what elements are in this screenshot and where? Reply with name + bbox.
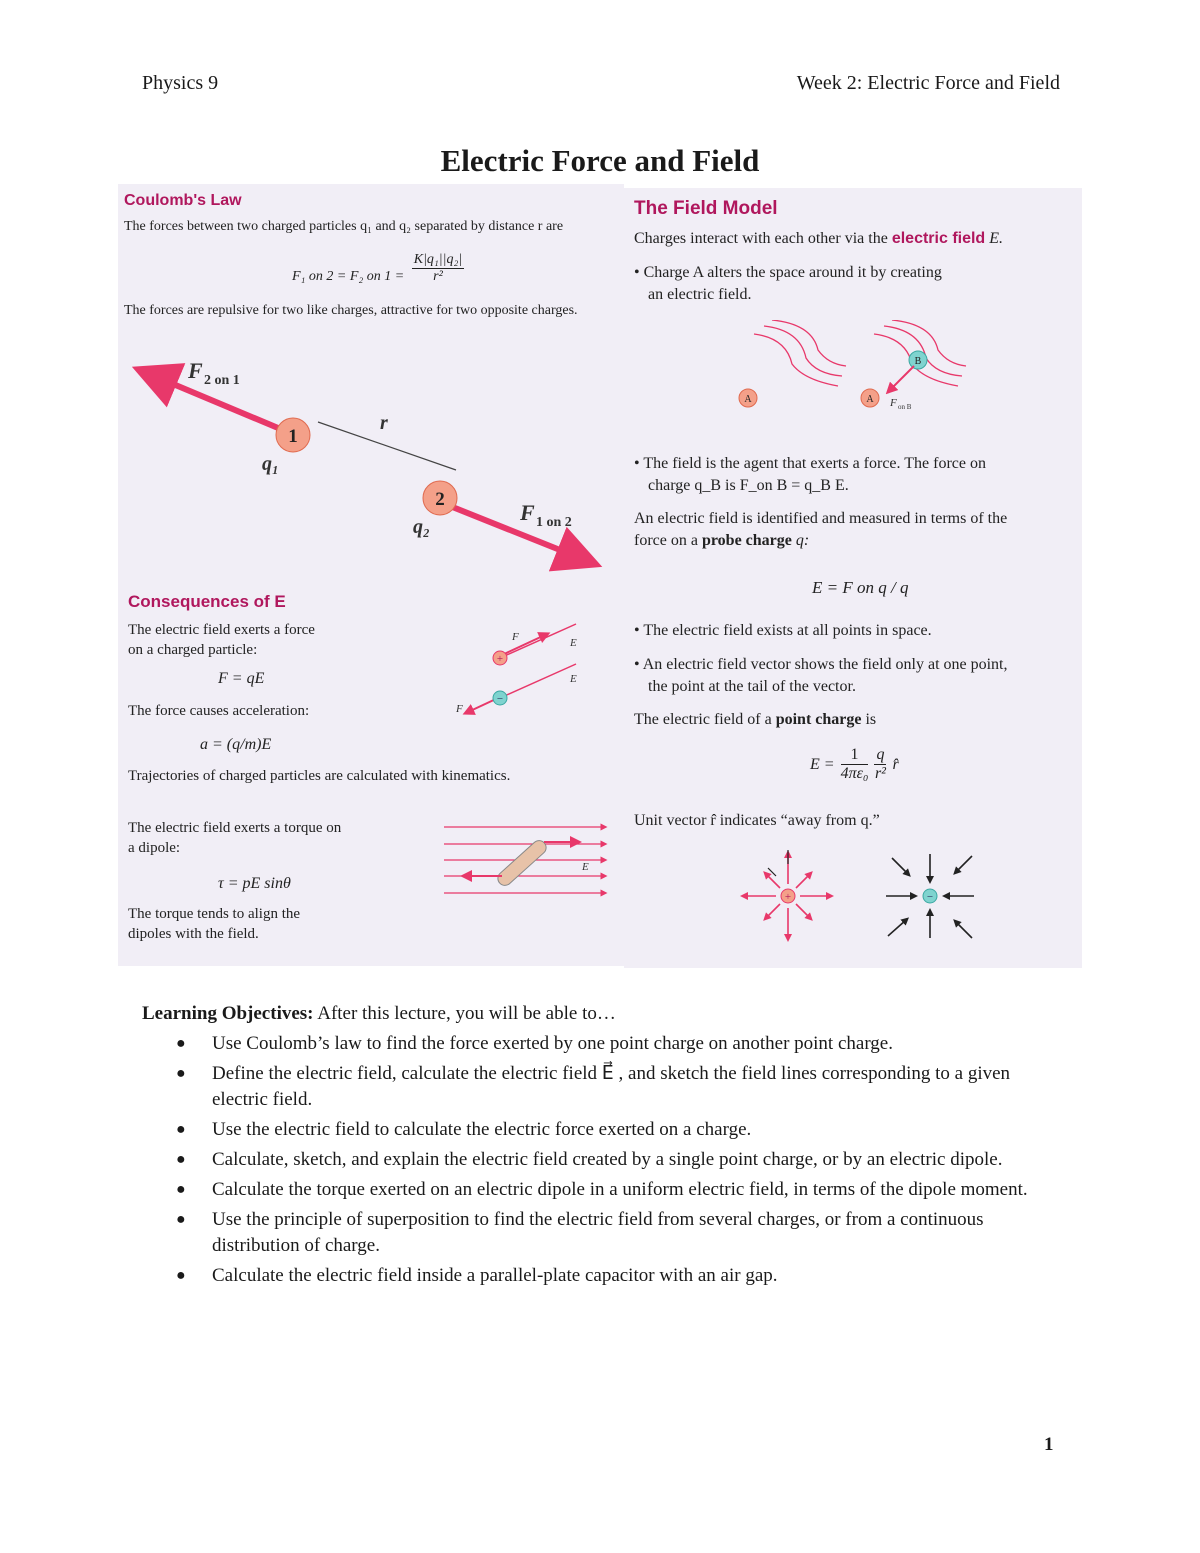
- page-number: 1: [1044, 1434, 1054, 1455]
- field-waves-diagram: [720, 320, 980, 420]
- bullet-icon: ●: [176, 1035, 186, 1052]
- objective-text: Calculate the electric field inside a parallel-plate capacitor with an air gap.: [212, 1265, 778, 1286]
- r-label: r: [380, 412, 388, 434]
- force-1-on-2-arrow: [440, 502, 580, 558]
- objective-text: Use Coulomb’s law to find the force exerted by one point charge on another point charge.: [212, 1033, 893, 1054]
- fm-bullet1b: an electric field.: [648, 286, 752, 303]
- coulomb-diagram: [118, 330, 624, 580]
- objective-item: [172, 1177, 1052, 1203]
- force-on-charges-diagram: [450, 620, 600, 720]
- probe-part1: force on a: [634, 532, 702, 549]
- f21-sub: 2 on 1: [204, 373, 240, 388]
- point-part-a: The electric field of a: [634, 711, 776, 728]
- consequences-heading: Consequences of E: [128, 592, 286, 611]
- force-on-positive-arrow: [502, 635, 545, 655]
- e-label-top: E: [570, 637, 577, 649]
- cons-line2: The force causes acceleration:: [128, 703, 310, 719]
- dipole-e-label: E: [582, 861, 589, 873]
- eq-point-den1: 4πε₀: [840, 765, 869, 782]
- f-on-b-sub: on B: [898, 403, 912, 411]
- eq-point-rhat: r̂: [892, 755, 899, 773]
- cons-line1b: on a charged particle:: [128, 642, 258, 658]
- header-course: Physics 9: [142, 72, 219, 94]
- cons-line1a: The electric field exerts a force: [128, 622, 315, 638]
- positive-sign: +: [496, 653, 504, 665]
- objectives-lead-bold: Learning Objectives:: [142, 1003, 314, 1024]
- coulomb-intro: The forces between two charged particles q₁ and q₂ separated by distance r are: [124, 219, 564, 234]
- q1-label: q₁: [262, 453, 279, 475]
- fm-bullet4a: • An electric field vector shows the field only at one point,: [634, 656, 1008, 673]
- f-label-top: F: [512, 631, 519, 643]
- fm-bullet4b: the point at the tail of the vector.: [648, 678, 856, 695]
- objectives-lead: [142, 1003, 616, 1025]
- objective-item: [172, 1117, 1052, 1143]
- fm-unit: Unit vector r̂ indicates “away from q.”: [634, 812, 880, 829]
- fm-eq-point: [810, 746, 899, 783]
- fm-eq-probe: E = F on q / q: [812, 578, 909, 597]
- field-model-intro: [634, 230, 1003, 248]
- cons-line4a: The electric field exerts a torque on: [128, 820, 342, 836]
- fm-bullet1a: • Charge A alters the space around it by creating: [634, 264, 942, 281]
- cons-eq3: τ = pE sinθ: [218, 875, 291, 892]
- fm-bullet3: • The electric field exists at all points in space.: [634, 622, 932, 639]
- negative-point-sign: −: [926, 891, 934, 903]
- e-label-bottom: E: [570, 673, 577, 685]
- coulomb-heading: Coulomb's Law: [124, 192, 242, 209]
- cons-line5b: dipoles with the field.: [128, 926, 259, 942]
- bullet-icon: ●: [176, 1181, 186, 1198]
- q2-label: q₂: [413, 516, 430, 538]
- coulomb-eq-den: r²: [433, 269, 443, 284]
- charge-b-label: B: [914, 356, 922, 367]
- dipole-diagram: [440, 818, 610, 908]
- intro-part-a: Charges interact with each other via the: [634, 230, 892, 247]
- f21-label: F: [188, 358, 203, 383]
- point-part-c: is: [861, 711, 877, 728]
- objectives-lead-rest: After this lecture, you will be able to…: [313, 1003, 616, 1024]
- objective-text: Use the electric field to calculate the electric force exerted on a charge.: [212, 1119, 752, 1140]
- f-label-bottom: F: [456, 703, 463, 715]
- fm-bullet2a: • The field is the agent that exerts a force. The force on: [634, 455, 986, 472]
- objective-text: Use the principle of superposition to find the electric field from several charges, or from a continuous distribution of charge.: [212, 1209, 984, 1256]
- point-charge-fields-diagram: [736, 846, 982, 946]
- fm-bullet2b: charge q_B is F_on B = q_B E.: [648, 477, 849, 494]
- cons-eq2: a = (q/m)E: [200, 736, 272, 753]
- objectives-list: [172, 1031, 1052, 1293]
- cons-line4b: a dipole:: [128, 840, 181, 856]
- eq-point-den2: r²: [874, 765, 886, 782]
- f12-sub: 1 on 2: [536, 515, 572, 530]
- fm-probe-a: An electric field is identified and measured in terms of the: [634, 510, 1008, 527]
- coulomb-eq-lhs: F₁ on 2 = F₂ on 1 =: [292, 268, 405, 284]
- page-title: Electric Force and Field: [440, 143, 760, 178]
- probe-part3: q:: [791, 532, 810, 549]
- eq-point-num2: q: [876, 746, 885, 763]
- coulomb-note: The forces are repulsive for two like charges, attractive for two opposite charges.: [124, 303, 578, 318]
- intro-electric-field: electric field: [891, 230, 986, 247]
- objective-item: [172, 1061, 1052, 1113]
- bullet-icon: ●: [176, 1267, 186, 1284]
- bullet-icon: ●: [176, 1211, 186, 1228]
- eq-point-lhs: E =: [810, 755, 835, 773]
- charge-a-with-b-label: A: [866, 394, 874, 405]
- coulomb-eq-num: K|q₁||q₂|: [413, 252, 463, 267]
- objective-item: [172, 1031, 1052, 1057]
- eq-point-num1: 1: [841, 746, 869, 765]
- point-charge-bold: point charge: [775, 711, 862, 728]
- objective-item: [172, 1147, 1052, 1173]
- intro-part-c: E.: [985, 230, 1003, 247]
- objective-item: [172, 1263, 1052, 1289]
- objective-item: [172, 1207, 1052, 1259]
- objective-text: Calculate, sketch, and explain the electric field created by a single point charge, or by an electric dipole.: [212, 1149, 1003, 1170]
- field-model-heading: The Field Model: [634, 198, 778, 219]
- charge-a-alone-label: A: [744, 394, 752, 405]
- objective-text: Calculate the torque exerted on an electric dipole in a uniform electric field, in terms of the dipole moment.: [212, 1179, 1028, 1200]
- cons-line5a: The torque tends to align the: [128, 906, 301, 922]
- dipole-body: [495, 838, 549, 889]
- probe-charge-bold: probe charge: [701, 532, 792, 549]
- fm-probe-b: [634, 532, 809, 550]
- f12-label: F: [520, 500, 535, 525]
- charge-2-label: 2: [435, 489, 445, 510]
- bullet-icon: ●: [176, 1151, 186, 1168]
- f-on-b-label: F: [890, 397, 897, 409]
- cons-eq1: F = qE: [218, 670, 265, 687]
- positive-point-sign: +: [784, 891, 792, 903]
- bullet-icon: ●: [176, 1065, 186, 1082]
- cons-line3: Trajectories of charged particles are calculated with kinematics.: [128, 768, 511, 784]
- negative-sign: −: [496, 693, 504, 705]
- header-week: Week 2: Electric Force and Field: [796, 72, 1060, 94]
- coulomb-equation: [292, 252, 464, 285]
- force-on-b-arrow: [890, 366, 914, 390]
- objective-text: Define the electric field, calculate the electric field E⃗ , and sketch the field lines corresponding to a given electric field.: [212, 1063, 1011, 1110]
- bullet-icon: ●: [176, 1121, 186, 1138]
- fm-point: [634, 711, 876, 729]
- charge-1-label: 1: [288, 426, 298, 447]
